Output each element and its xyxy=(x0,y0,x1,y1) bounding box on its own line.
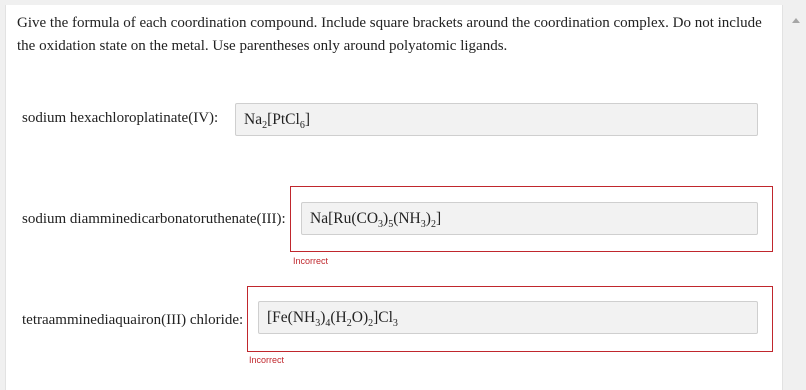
incorrect-message-3: Incorrect xyxy=(249,355,285,365)
answer-input-3[interactable]: $[Fe(NH_3)_4(H_2O)_2]Cl_3$ xyxy=(258,301,758,334)
answer-input-2[interactable]: $Na[Ru(CO_3)_5(NH_3)_2]$ xyxy=(301,202,758,235)
vertical-scrollbar[interactable] xyxy=(783,0,806,390)
question-label-3: tetraamminediaquairon(III) chloride: xyxy=(22,312,244,328)
incorrect-message-2: Incorrect xyxy=(293,256,329,266)
question-label-2: sodium diamminedicarbonatoruthenate(III): xyxy=(22,211,286,227)
instructions-text: Give the formula of each coordination compound. Include square brackets around the coordination complex. Do not include the oxidation state on the metal. Use parentheses only around polyatomic ligands. xyxy=(17,15,762,54)
question-label-1: sodium hexachloroplatinate(IV): xyxy=(22,110,219,126)
scroll-up-arrow-icon[interactable] xyxy=(792,18,800,23)
answer-input-1[interactable]: $Na_2[PtCl_6]$ xyxy=(235,103,758,136)
